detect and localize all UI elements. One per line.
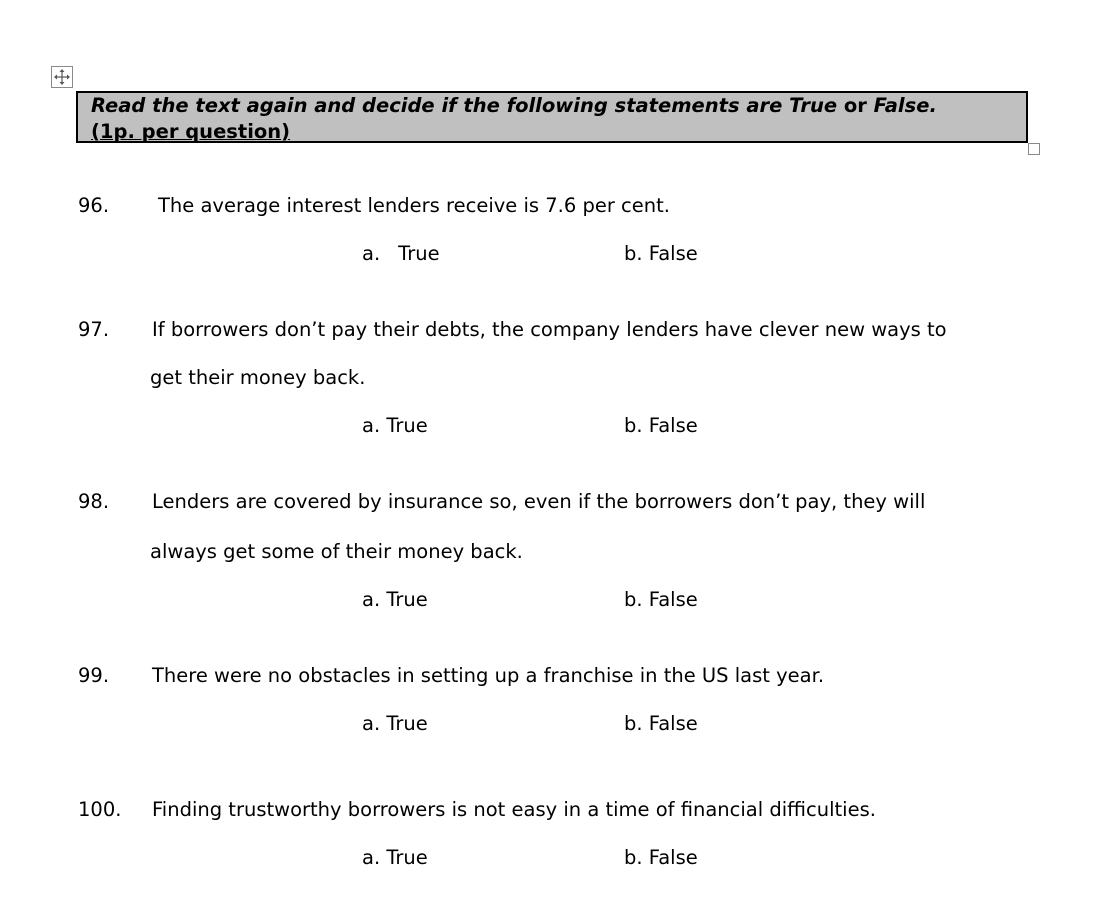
question-text-continued: always get some of their money back. bbox=[150, 540, 523, 563]
question-text: Finding trustworthy borrowers is not easy in a time of financial difficulties. bbox=[152, 798, 876, 821]
move-arrows-icon bbox=[52, 67, 72, 87]
question-text: There were no obstacles in setting up a franchise in the US last year. bbox=[152, 664, 825, 687]
option-a-true[interactable]: a. True bbox=[362, 588, 428, 611]
option-a-true[interactable] bbox=[362, 242, 440, 266]
option-a-letter: a. bbox=[362, 242, 381, 265]
question-text: The average interest lenders receive is 7.6 per cent. bbox=[158, 194, 670, 217]
question-number: 100. bbox=[78, 798, 122, 821]
instruction-line-1 bbox=[91, 93, 1026, 119]
option-b-false[interactable]: b. False bbox=[624, 712, 698, 735]
question-number: 99. bbox=[78, 664, 110, 687]
option-b-false[interactable]: b. False bbox=[624, 242, 698, 265]
question-number: 96. bbox=[78, 194, 110, 217]
question-text: Lenders are covered by insurance so, even if the borrowers don’t pay, they will bbox=[152, 490, 926, 513]
question-text: If borrowers don’t pay their debts, the company lenders have clever new ways to bbox=[152, 318, 947, 341]
table-resize-handle[interactable] bbox=[1028, 143, 1040, 155]
instruction-or-word: or bbox=[843, 94, 867, 117]
instruction-box bbox=[76, 91, 1028, 143]
option-a-true[interactable]: a. True bbox=[362, 414, 428, 437]
question-number: 98. bbox=[78, 490, 110, 513]
option-b-false[interactable]: b. False bbox=[624, 588, 698, 611]
instruction-line-2: (1p. per question) bbox=[91, 120, 291, 143]
instruction-text: Read the text again and decide if the following statements are bbox=[91, 94, 783, 117]
option-a-true[interactable]: a. True bbox=[362, 712, 428, 735]
option-a-true[interactable]: a. True bbox=[362, 846, 428, 869]
instruction-period: . bbox=[929, 94, 937, 117]
option-a-word: True bbox=[398, 242, 440, 265]
instruction-false-word: False bbox=[873, 94, 930, 117]
option-b-false[interactable]: b. False bbox=[624, 414, 698, 437]
option-b-false[interactable]: b. False bbox=[624, 846, 698, 869]
question-text-continued: get their money back. bbox=[150, 366, 366, 389]
instruction-true-word: True bbox=[789, 94, 838, 117]
question-number: 97. bbox=[78, 318, 110, 341]
table-move-handle[interactable] bbox=[51, 66, 73, 88]
